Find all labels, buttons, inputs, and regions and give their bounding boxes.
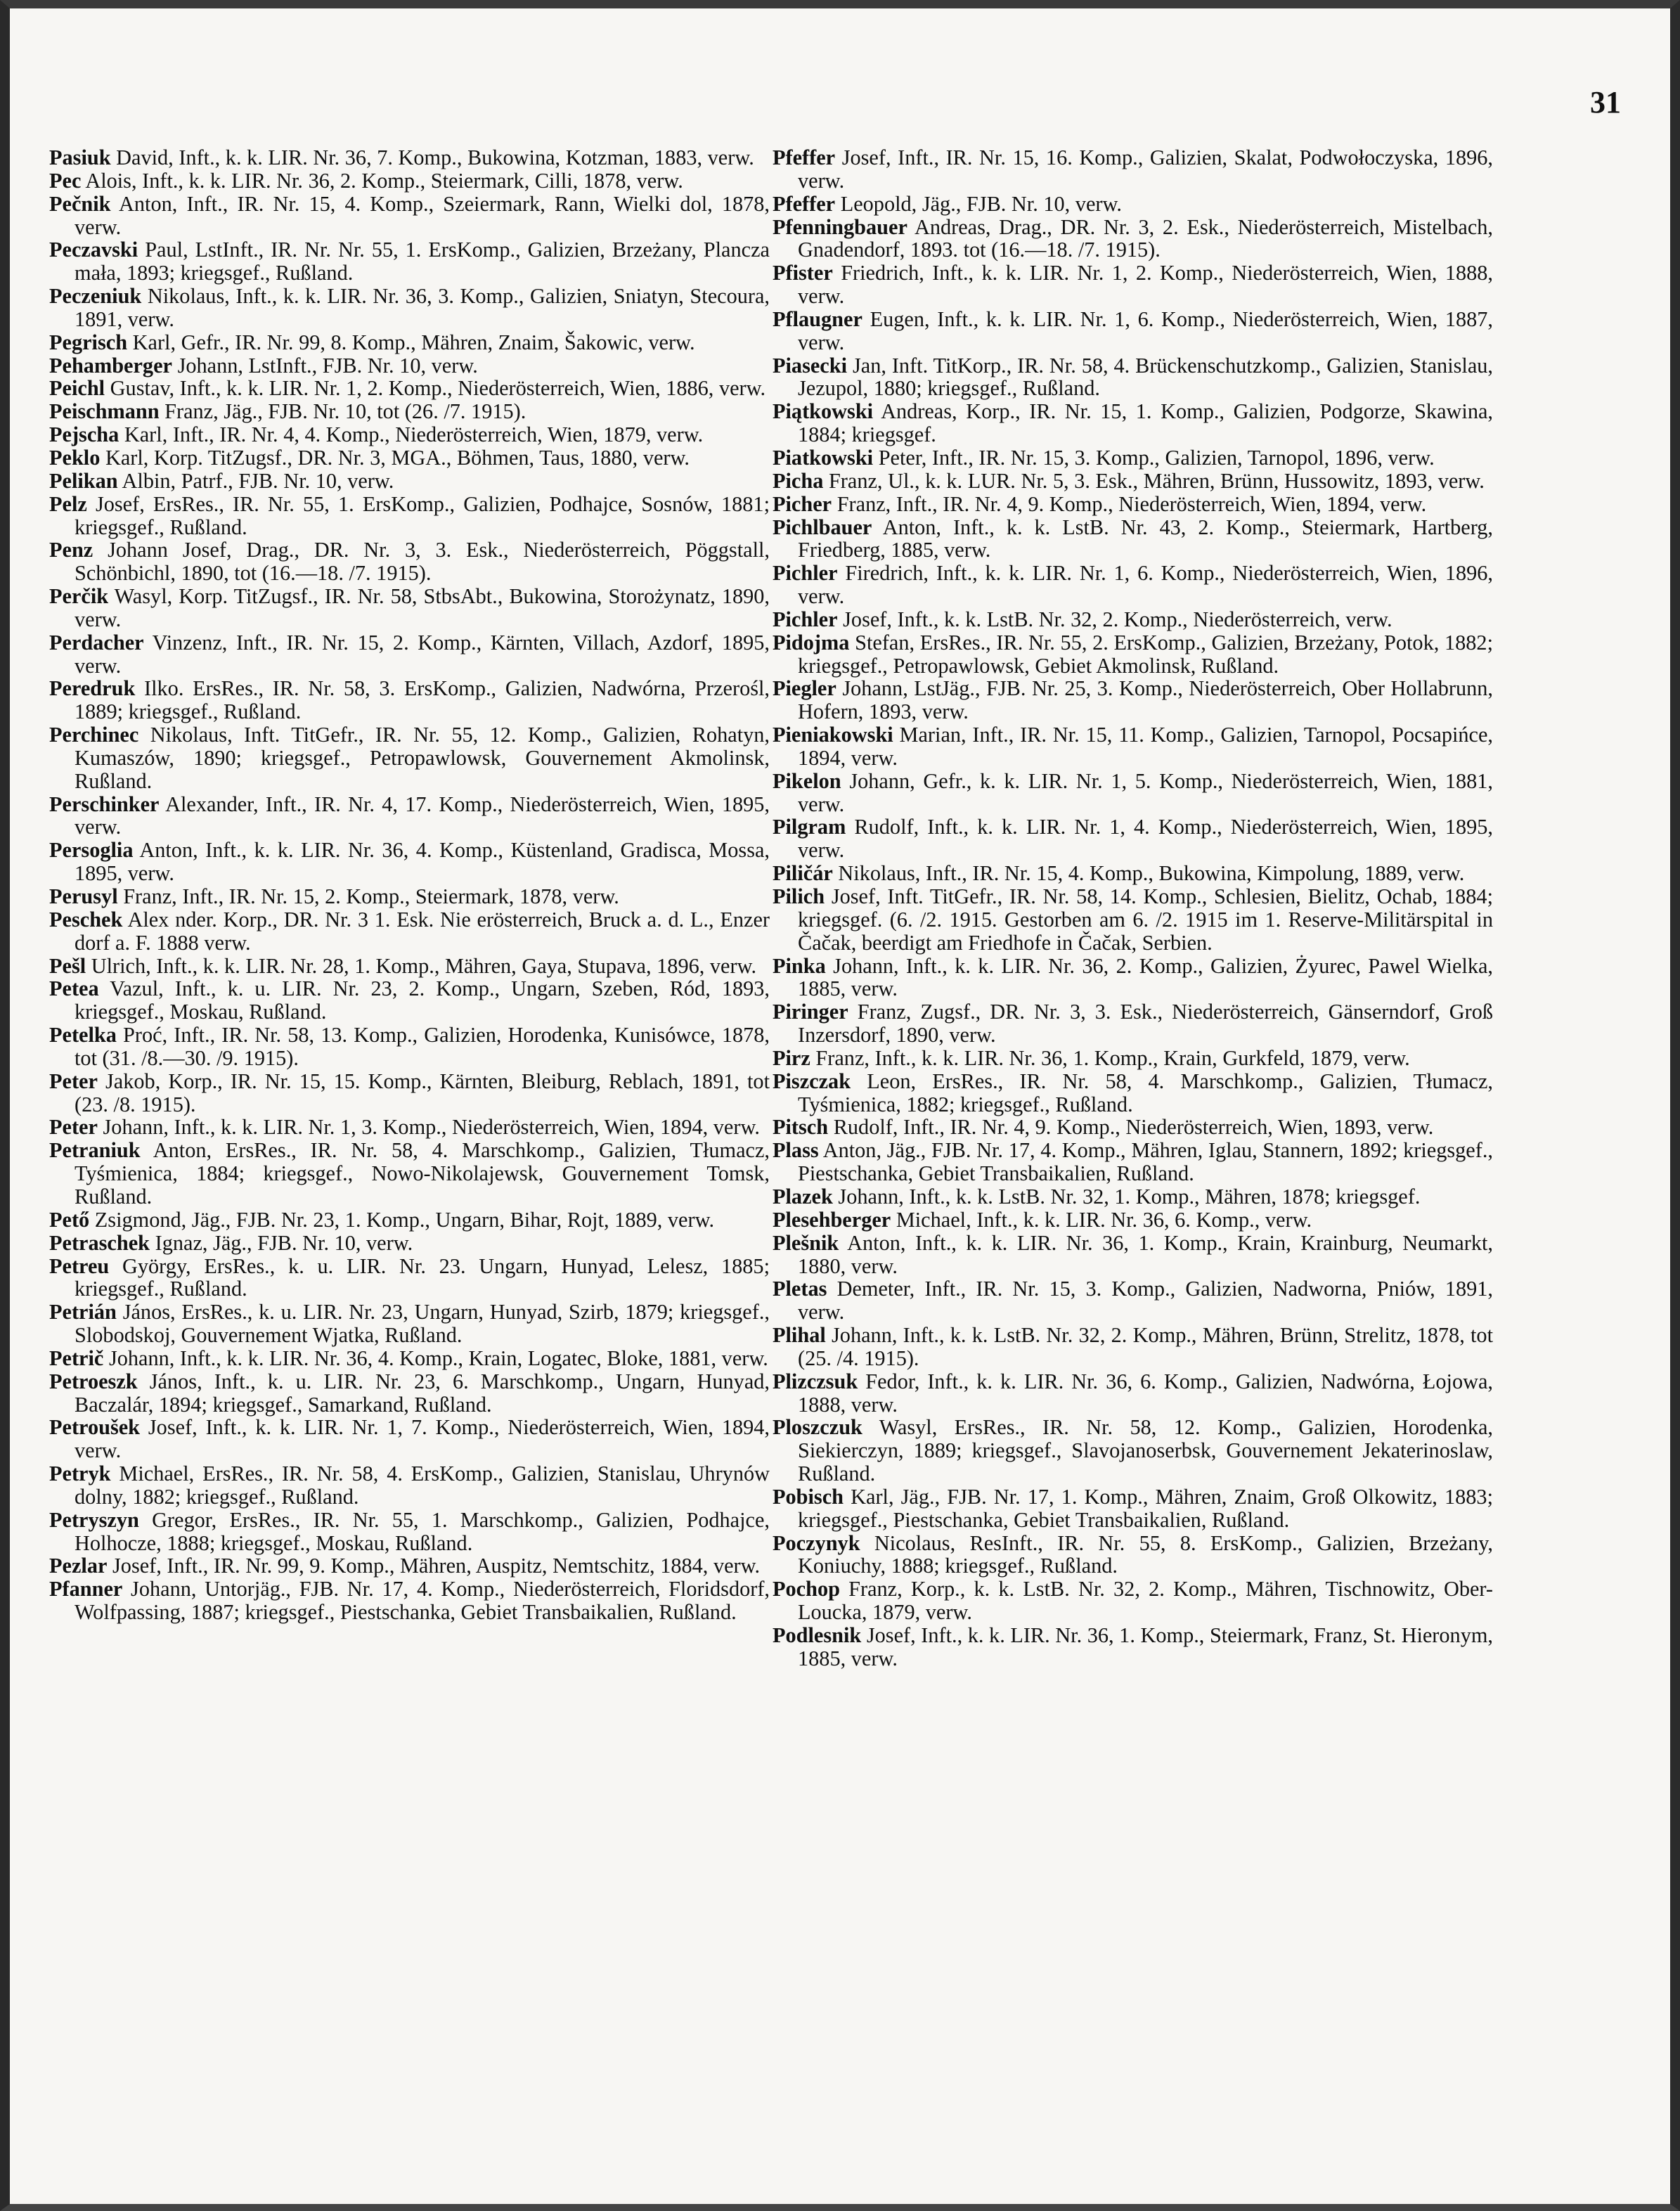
entry-details: Wasyl, ErsRes., IR. Nr. 58, 12. Komp., Galizien, Horodenka, Siekierczyn, 1889; kriegsgef., Slavojanoserbsk, Gouvernement Jekaterinoslaw, Rußland. — [798, 1415, 1493, 1486]
entry-surname: Pletas — [773, 1277, 827, 1301]
entry-surname: Piringer — [773, 1000, 848, 1024]
entry-details: Nikolaus, Inft., k. k. LIR. Nr. 36, 3. Komp., Galizien, Sniatyn, Stecoura, 1891, verw. — [75, 284, 770, 331]
entry-details: Anton, Inft., IR. Nr. 15, 4. Komp., Szeiermark, Rann, Wielki dol, 1878, verw. — [75, 191, 770, 239]
entry-surname: Podlesnik — [773, 1623, 862, 1647]
entry-details: Vazul, Inft., k. u. LIR. Nr. 23, 2. Komp., Ungarn, Szeben, Ród, 1893, kriegsgef., Moskau, Rußland. — [75, 976, 770, 1024]
entry-surname: Petraniuk — [49, 1138, 141, 1163]
entry-surname: Plazek — [773, 1184, 833, 1208]
list-item — [773, 677, 1493, 723]
entry-surname: Plihal — [773, 1323, 826, 1348]
entry-details: Johann, Inft., k. k. LstB. Nr. 32, 2. Komp., Mähren, Brünn, Strelitz, 1878, tot (25. /4. 1915). — [798, 1323, 1494, 1370]
entry-details: Andreas, Korp., IR. Nr. 15, 1. Komp., Galizien, Podgorze, Skawina, 1884; kriegsgef. — [798, 399, 1493, 447]
entry-surname: Pinka — [773, 953, 826, 978]
entry-details: Leopold, Jäg., FJB. Nr. 10, verw. — [840, 191, 1122, 216]
entry-details: Ignaz, Jäg., FJB. Nr. 10, verw. — [155, 1230, 413, 1255]
list-item — [49, 169, 770, 193]
entry-details: Josef, Inft., k. k. LstB. Nr. 32, 2. Komp., Niederösterreich, verw. — [843, 607, 1393, 631]
entry-details: Johann Josef, Drag., DR. Nr. 3, 3. Esk., Niederösterreich, Pöggstall, Schönbichl, 1890, tot (16.—18. /7. 1915). — [75, 538, 770, 586]
entry-surname: Poczynyk — [773, 1530, 860, 1555]
entry-surname: Ploszczuk — [773, 1415, 862, 1440]
list-item — [49, 539, 770, 585]
entry-details: Josef, ErsRes., IR. Nr. 55, 1. ErsKomp., Galizien, Podhajce, Sosnów, 1881; kriegsgef., Rußland. — [75, 491, 770, 539]
entry-surname: Pec — [49, 168, 82, 193]
entry-surname: Petrián — [49, 1300, 117, 1324]
list-item — [773, 885, 1493, 955]
entry-surname: Pflaugner — [773, 307, 862, 331]
list-item — [773, 470, 1493, 493]
entry-details: Paul, LstInft., IR. Nr. Nr. 55, 1. ErsKomp., Galizien, Brzeżany, Plancza mała, 1893; kriegsgef., Rußland. — [75, 238, 770, 285]
entry-details: György, ErsRes., k. u. LIR. Nr. 23. Ungarn, Hunyad, Lelesz, 1885; kriegsgef., Rußland. — [75, 1253, 770, 1301]
entry-surname: Petelka — [49, 1023, 117, 1048]
list-item — [49, 1578, 770, 1624]
list-item — [773, 354, 1493, 401]
entry-surname: Pelz — [49, 491, 87, 516]
entry-surname: Plass — [773, 1138, 819, 1163]
list-item — [49, 1024, 770, 1070]
entry-surname: Pfanner — [49, 1577, 123, 1601]
entry-surname: Perdacher — [49, 630, 144, 655]
entry-surname: Picha — [773, 468, 824, 493]
list-item — [49, 1370, 770, 1417]
list-item — [49, 1462, 770, 1509]
list-item — [773, 1532, 1493, 1578]
entry-surname: Petrič — [49, 1346, 104, 1370]
list-item — [49, 793, 770, 839]
entry-surname: Peczavski — [49, 238, 138, 262]
entry-surname: Pezlar — [49, 1554, 108, 1578]
entry-surname: Petryszyn — [49, 1507, 139, 1532]
list-item — [773, 562, 1493, 608]
entry-surname: Peter — [49, 1115, 98, 1140]
list-item — [773, 308, 1493, 354]
entry-details: Nikolaus, Inft., IR. Nr. 15, 4. Komp., Bukowina, Kimpolung, 1889, verw. — [838, 861, 1465, 886]
list-item — [49, 1232, 770, 1255]
entry-surname: Petryk — [49, 1462, 111, 1486]
entry-details: Michael, Inft., k. k. LIR. Nr. 36, 6. Komp., verw. — [896, 1207, 1312, 1232]
entry-surname: Peklo — [49, 445, 101, 470]
entry-details: Anton, Jäg., FJB. Nr. 17, 4. Komp., Mähren, Iglau, Stannern, 1892; kriegsgef., Piestschanka, Gebiet Transbaikalien, Rußland. — [798, 1138, 1493, 1186]
entry-surname: Petreu — [49, 1253, 110, 1278]
list-item — [49, 193, 770, 239]
list-item — [49, 1208, 770, 1232]
entry-surname: Pfeffer — [773, 191, 836, 216]
list-item — [49, 1416, 770, 1462]
list-item — [773, 1324, 1493, 1370]
list-item — [773, 1139, 1493, 1185]
list-item — [773, 1185, 1493, 1208]
list-item — [773, 1578, 1493, 1624]
entry-surname: Persoglia — [49, 838, 134, 863]
entry-details: Vinzenz, Inft., IR. Nr. 15, 2. Komp., Kärnten, Villach, Azdorf, 1895, verw. — [75, 630, 770, 678]
entry-details: Proć, Inft., IR. Nr. 58, 13. Komp., Galizien, Horodenka, Kunisówce, 1878, tot (31. /8.—30. /9. 1915). — [75, 1023, 770, 1070]
entry-surname: Petroeszk — [49, 1369, 138, 1393]
list-item — [773, 493, 1493, 516]
entry-details: Johann, Inft., k. k. LIR. Nr. 1, 3. Komp., Niederösterreich, Wien, 1894, verw. — [103, 1115, 760, 1140]
list-item — [773, 862, 1493, 885]
list-item — [773, 1485, 1493, 1532]
entry-surname: Plesehberger — [773, 1207, 891, 1232]
list-item — [49, 238, 770, 285]
entry-details: Alex nder. Korp., DR. Nr. 3 1. Esk. Nie erösterreich, Bruck a. d. L., Enzer dorf a. F. 1888 verw. — [75, 907, 770, 955]
entry-surname: Petea — [49, 976, 99, 1001]
entry-details: Leon, ErsRes., IR. Nr. 58, 4. Marschkomp., Galizien, Tłumacz, Tyśmienica, 1882; kriegsgef., Rußland. — [798, 1069, 1493, 1116]
left-column — [49, 146, 770, 1624]
list-item — [773, 1047, 1493, 1070]
entry-details: Franz, Inft., IR. Nr. 15, 2. Komp., Steiermark, 1878, verw. — [123, 884, 619, 908]
entry-details: Josef, Inft. TitGefr., IR. Nr. 58, 14. Komp., Schlesien, Bielitz, Ochab, 1884; kriegsgef. (6. /2. 1915. Gestorben am 6. /2. 1915 im 1. Reserve-Militärspital in Čačak, beerdigt am Friedhofe in Čačak, Serbien. — [798, 884, 1493, 955]
entry-surname: Perchinec — [49, 723, 139, 747]
list-item — [49, 908, 770, 955]
entry-surname: Pešl — [49, 953, 86, 978]
list-item — [49, 1554, 770, 1578]
list-item — [49, 631, 770, 678]
entry-details: Eugen, Inft., k. k. LIR. Nr. 1, 6. Komp., Niederösterreich, Wien, 1887, verw. — [798, 307, 1494, 354]
list-item — [49, 885, 770, 908]
entry-details: Anton, ErsRes., IR. Nr. 58, 4. Marschkomp., Galizien, Tłumacz, Tyśmienica, 1884; kriegsgef., Nowo-Nikolajewsk, Gouvernement Tomsk, Rußland. — [75, 1138, 770, 1208]
entry-surname: Piątkowski — [773, 399, 874, 424]
list-item — [773, 146, 1493, 193]
entry-surname: Piličár — [773, 861, 833, 886]
entry-details: Alois, Inft., k. k. LIR. Nr. 36, 2. Komp., Steiermark, Cilli, 1878, verw. — [85, 168, 683, 193]
entry-details: Johann, Untorjäg., FJB. Nr. 17, 4. Komp., Niederösterreich, Floridsdorf, Wolfpassing, 1887; kriegsgef., Piestschanka, Gebiet Transbaikalien, Rußland. — [75, 1577, 770, 1625]
list-item — [49, 331, 770, 354]
entry-surname: Pichlbauer — [773, 515, 872, 539]
entry-details: Marian, Inft., IR. Nr. 15, 11. Komp., Galizien, Tarnopol, Pocsapińce, 1894, verw. — [798, 723, 1494, 770]
entry-details: Franz, Korp., k. k. LstB. Nr. 32, 2. Komp., Mähren, Tischnowitz, Ober-Loucka, 1879, verw. — [798, 1577, 1493, 1625]
right-column — [773, 146, 1493, 1670]
entry-details: Franz, Zugsf., DR. Nr. 3, 3. Esk., Niederösterreich, Gänserndorf, Groß Inzersdorf, 1890, verw. — [798, 1000, 1494, 1048]
entry-details: Johann, Gefr., k. k. LIR. Nr. 1, 5. Komp., Niederösterreich, Wien, 1881, verw. — [798, 768, 1493, 816]
list-item — [49, 677, 770, 723]
entry-surname: Petroušek — [49, 1415, 141, 1440]
entry-surname: Pető — [49, 1207, 90, 1232]
list-item — [49, 1116, 770, 1139]
entry-details: Fedor, Inft., k. k. LIR. Nr. 36, 6. Komp., Galizien, Nadwórna, Łojowa, 1888, verw. — [798, 1369, 1494, 1417]
entry-details: Ilko. ErsRes., IR. Nr. 58, 3. ErsKomp., Galizien, Nadwórna, Przerośl, 1889; kriegsgef., Rußland. — [75, 676, 770, 724]
list-item — [49, 1301, 770, 1347]
entry-details: Jan, Inft. TitKorp., IR. Nr. 58, 4. Brückenschutzkomp., Galizien, Stanislau, Jezupol, 1880; kriegsgef., Rußland. — [798, 353, 1493, 401]
entry-details: Nikolaus, Inft. TitGefr., IR. Nr. 55, 12. Komp., Galizien, Rohatyn, Kumaszów, 1890; kriegsgef., Petropawlowsk, Gouvernement Akmolinsk, Rußland. — [75, 723, 770, 793]
entry-details: Anton, Inft., k. k. LIR. Nr. 36, 4. Komp., Küstenland, Gradisca, Mossa, 1895, verw. — [75, 838, 770, 886]
list-item — [49, 1070, 770, 1116]
page-number: 31 — [1590, 85, 1621, 120]
entry-details: Zsigmond, Jäg., FJB. Nr. 23, 1. Komp., Ungarn, Bihar, Rojt, 1889, verw. — [94, 1207, 715, 1232]
entry-surname: Pegrisch — [49, 330, 128, 354]
entry-details: Franz, Ul., k. k. LUR. Nr. 5, 3. Esk., Mähren, Brünn, Hussowitz, 1893, verw. — [828, 468, 1485, 493]
entry-surname: Pilich — [773, 884, 825, 908]
list-item — [49, 146, 770, 169]
entry-surname: Perčik — [49, 584, 109, 609]
list-item — [49, 955, 770, 978]
list-item — [49, 1139, 770, 1208]
entry-surname: Piegler — [773, 676, 836, 701]
entry-surname: Pidojma — [773, 630, 850, 655]
entry-surname: Pichler — [773, 607, 838, 631]
entry-surname: Pilgram — [773, 815, 846, 839]
list-item — [49, 1347, 770, 1370]
entry-details: Karl, Gefr., IR. Nr. 99, 8. Komp., Mähren, Znaim, Šakowic, verw. — [132, 330, 695, 354]
list-item — [49, 377, 770, 400]
list-item — [773, 631, 1493, 678]
entry-details: Franz, Inft., k. k. LIR. Nr. 36, 1. Komp., Krain, Gurkfeld, 1879, verw. — [815, 1045, 1410, 1070]
entry-details: Firedrich, Inft., k. k. LIR. Nr. 1, 6. Komp., Niederösterreich, Wien, 1896, verw. — [798, 561, 1493, 609]
entry-details: Stefan, ErsRes., IR. Nr. 55, 2. ErsKomp., Galizien, Brzeżany, Potok, 1882; kriegsgef., Petropawlowsk, Gebiet Akmolinsk, Rußland. — [798, 630, 1493, 678]
list-item — [773, 770, 1493, 816]
entry-details: Friedrich, Inft., k. k. LIR. Nr. 1, 2. Komp., Niederösterreich, Wien, 1888, verw. — [798, 261, 1493, 309]
entry-surname: Pejscha — [49, 423, 119, 447]
entry-details: Karl, Korp. TitZugsf., DR. Nr. 3, MGA., Böhmen, Taus, 1880, verw. — [105, 445, 690, 470]
list-item — [773, 1208, 1493, 1232]
list-item — [49, 977, 770, 1024]
list-item — [773, 816, 1493, 862]
entry-surname: Plizczsuk — [773, 1369, 858, 1393]
entry-surname: Pfister — [773, 261, 833, 285]
entry-details: Karl, Inft., IR. Nr. 4, 4. Komp., Niederösterreich, Wien, 1879, verw. — [124, 423, 704, 447]
entry-surname: Perschinker — [49, 792, 160, 816]
entry-surname: Pitsch — [773, 1115, 829, 1140]
list-item — [49, 1255, 770, 1301]
entry-details: Franz, Inft., IR. Nr. 4, 9. Komp., Niederösterreich, Wien, 1894, verw. — [836, 491, 1427, 516]
list-item — [49, 354, 770, 378]
entry-details: Johann, LstInft., FJB. Nr. 10, verw. — [177, 353, 478, 378]
list-item — [773, 446, 1493, 470]
list-item — [773, 1116, 1493, 1139]
entry-surname: Pelikan — [49, 468, 118, 493]
list-item — [49, 400, 770, 423]
entry-surname: Perusyl — [49, 884, 118, 908]
entry-surname: Pirz — [773, 1045, 810, 1070]
entry-details: János, Inft., k. u. LIR. Nr. 23, 6. Marschkomp., Ungarn, Hunyad, Baczalár, 1894; kriegsgef., Samarkand, Rußland. — [75, 1369, 770, 1417]
entry-surname: Pichler — [773, 561, 838, 586]
list-item — [773, 1624, 1493, 1670]
list-item — [773, 1416, 1493, 1485]
entry-details: Josef, Inft., IR. Nr. 99, 9. Komp., Mähren, Auspitz, Nemtschitz, 1884, verw. — [112, 1554, 761, 1578]
list-item — [49, 423, 770, 446]
entry-details: Andreas, Drag., DR. Nr. 3, 2. Esk., Niederösterreich, Mistelbach, Gnadendorf, 1893. tot (16.—18. /7. 1915). — [798, 214, 1493, 262]
entry-details: Demeter, Inft., IR. Nr. 15, 3. Komp., Galizien, Nadworna, Pniów, 1891, verw. — [798, 1277, 1493, 1324]
entry-surname: Pfeffer — [773, 146, 836, 169]
entry-surname: Picher — [773, 491, 832, 516]
list-item — [773, 400, 1493, 446]
entry-details: Jakob, Korp., IR. Nr. 15, 15. Komp., Kärnten, Bleiburg, Reblach, 1891, tot (23. /8. 1915). — [75, 1069, 770, 1116]
list-item — [773, 193, 1493, 216]
entry-details: Ulrich, Inft., k. k. LIR. Nr. 28, 1. Komp., Mähren, Gaya, Stupava, 1896, verw. — [91, 953, 757, 978]
entry-details: Nicolaus, ResInft., IR. Nr. 55, 8. ErsKomp., Galizien, Brzeżany, Koniuchy, 1888; kriegsgef., Rußland. — [798, 1530, 1494, 1578]
entry-details: Alexander, Inft., IR. Nr. 4, 17. Komp., Niederösterreich, Wien, 1895, verw. — [75, 792, 770, 839]
list-item — [49, 585, 770, 631]
list-item — [49, 839, 770, 885]
entry-details: Peter, Inft., IR. Nr. 15, 3. Komp., Galizien, Tarnopol, 1896, verw. — [878, 445, 1435, 470]
list-item — [773, 955, 1493, 1001]
entry-details: Rudolf, Inft., IR. Nr. 4, 9. Komp., Niederösterreich, Wien, 1893, verw. — [833, 1115, 1434, 1140]
entry-details: Josef, Inft., IR. Nr. 15, 16. Komp., Galizien, Skalat, Podwołoczyska, 1896, verw. — [798, 146, 1493, 193]
entry-surname: Penz — [49, 538, 93, 562]
entry-surname: Peredruk — [49, 676, 136, 701]
entry-details: Karl, Jäg., FJB. Nr. 17, 1. Komp., Mähren, Znaim, Groß Olkowitz, 1883; kriegsgef., Piestschanka, Gebiet Transbaikalien, Rußland. — [798, 1484, 1493, 1532]
list-item — [773, 216, 1493, 262]
entry-surname: Pobisch — [773, 1484, 844, 1509]
entry-details: Johann, Inft., k. k. LIR. Nr. 36, 4. Komp., Krain, Logatec, Bloke, 1881, verw. — [108, 1346, 768, 1370]
entry-details: Franz, Jäg., FJB. Nr. 10, tot (26. /7. 1915). — [164, 399, 526, 424]
entry-surname: Pasiuk — [49, 146, 111, 169]
entry-surname: Plešnik — [773, 1230, 839, 1255]
list-item — [773, 1370, 1493, 1417]
entry-surname: Peschek — [49, 907, 123, 932]
list-item — [773, 723, 1493, 770]
entry-details: Josef, Inft., k. k. LIR. Nr. 1, 7. Komp., Niederösterreich, Wien, 1894, verw. — [75, 1415, 770, 1463]
entry-details: David, Inft., k. k. LIR. Nr. 36, 7. Komp., Bukowina, Kotzman, 1883, verw. — [116, 146, 754, 169]
entry-details: Rudolf, Inft., k. k. LIR. Nr. 1, 4. Komp., Niederösterreich, Wien, 1895, verw. — [798, 815, 1494, 863]
list-item — [49, 1509, 770, 1555]
list-item — [773, 608, 1493, 631]
entry-details: Wasyl, Korp. TitZugsf., IR. Nr. 58, StbsAbt., Bukowina, Storożynatz, 1890, verw. — [75, 584, 770, 631]
entry-surname: Piatkowski — [773, 445, 874, 470]
entry-surname: Peter — [49, 1069, 98, 1093]
entry-surname: Pečnik — [49, 191, 111, 216]
entry-details: Johann, Inft., k. k. LIR. Nr. 36, 2. Komp., Galizien, Żyurec, Pawel Wielka, 1885, verw. — [798, 953, 1493, 1001]
entry-details: Gustav, Inft., k. k. LIR. Nr. 1, 2. Komp., Niederösterreich, Wien, 1886, verw. — [110, 376, 766, 401]
list-item — [773, 262, 1493, 308]
list-item — [773, 516, 1493, 562]
entry-surname: Pfenningbauer — [773, 214, 907, 239]
entry-surname: Pehamberger — [49, 353, 172, 378]
list-item — [773, 1070, 1493, 1116]
entry-details: Albin, Patrf., FJB. Nr. 10, verw. — [122, 468, 394, 493]
list-item — [49, 470, 770, 493]
entry-details: Josef, Inft., k. k. LIR. Nr. 36, 1. Komp., Steiermark, Franz, St. Hieronym, 1885, verw. — [798, 1623, 1493, 1670]
list-item — [49, 285, 770, 331]
entry-details: Gregor, ErsRes., IR. Nr. 55, 1. Marschkomp., Galizien, Podhajce, Holhocze, 1888; kriegsgef., Moskau, Rußland. — [75, 1507, 770, 1555]
entry-surname: Pieniakowski — [773, 723, 893, 747]
list-item — [49, 446, 770, 470]
entry-details: Anton, Inft., k. k. LstB. Nr. 43, 2. Komp., Steiermark, Hartberg, Friedberg, 1885, verw. — [798, 515, 1493, 562]
entry-details: Michael, ErsRes., IR. Nr. 58, 4. ErsKomp., Galizien, Stanislau, Uhrynów dolny, 1882; kriegsgef., Rußland. — [75, 1462, 770, 1509]
entry-surname: Peczeniuk — [49, 284, 142, 309]
entry-surname: Peischmann — [49, 399, 160, 424]
entry-details: János, ErsRes., k. u. LIR. Nr. 23, Ungarn, Hunyad, Szirb, 1879; kriegsgef., Slobodskoj, Gouvernement Wjatka, Rußland. — [75, 1300, 770, 1348]
entry-details: Johann, Inft., k. k. LstB. Nr. 32, 1. Komp., Mähren, 1878; kriegsgef. — [838, 1184, 1421, 1208]
entry-details: Johann, LstJäg., FJB. Nr. 25, 3. Komp., Niederösterreich, Ober Hollabrunn, Hofern, 1893, verw. — [798, 676, 1493, 724]
list-item — [773, 1232, 1493, 1278]
list-item — [773, 1277, 1493, 1324]
entry-surname: Petraschek — [49, 1230, 150, 1255]
entry-surname: Piasecki — [773, 353, 848, 378]
entry-surname: Pochop — [773, 1577, 840, 1601]
entry-surname: Pikelon — [773, 768, 841, 793]
list-item — [49, 493, 770, 539]
list-item — [773, 1000, 1493, 1047]
entry-details: Anton, Inft., k. k. LIR. Nr. 36, 1. Komp., Krain, Krainburg, Neumarkt, 1880, verw. — [798, 1230, 1493, 1278]
entry-surname: Piszczak — [773, 1069, 851, 1093]
list-item — [49, 723, 770, 793]
entry-surname: Peichl — [49, 376, 105, 401]
